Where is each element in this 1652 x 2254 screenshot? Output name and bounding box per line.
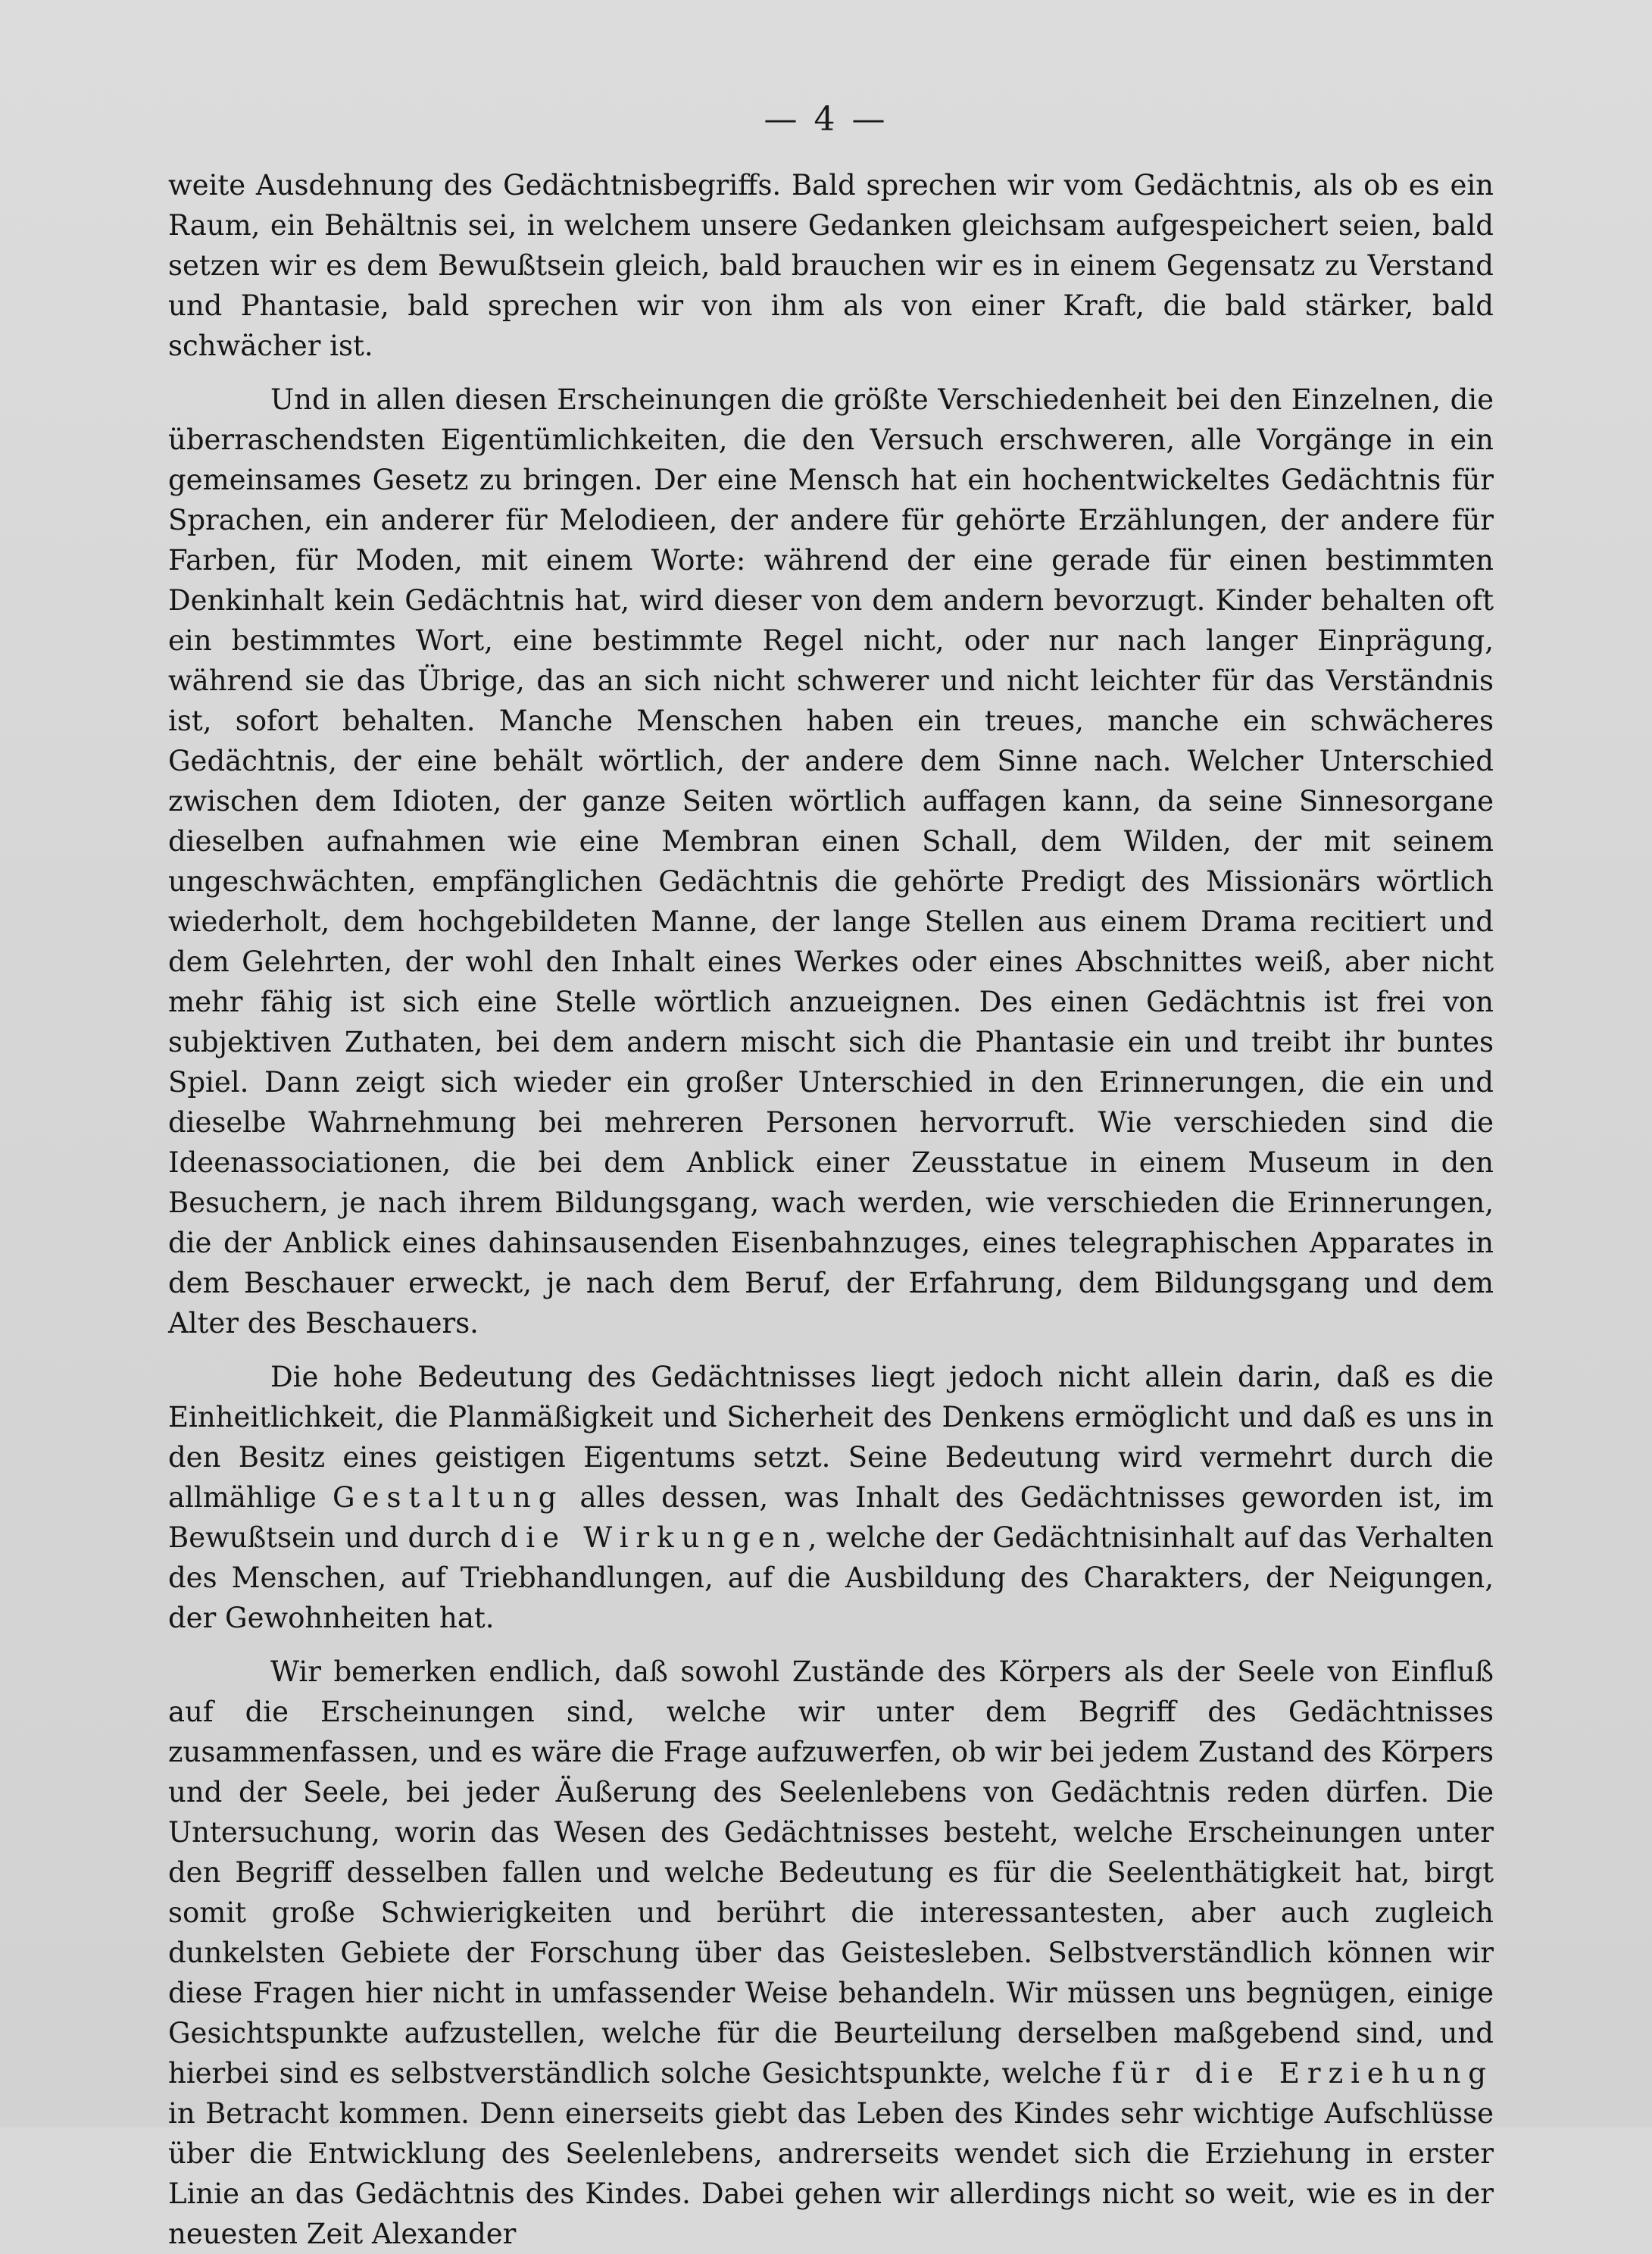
paragraph-2: Und in allen diesen Erscheinungen die größte Verschiedenheit bei den Einzelnen, die überraschendsten Eigentümlichkeiten, die den Versuch erschweren, alle Vorgänge in ein gemeinsames Gesetz zu bringen. Der eine Mensch hat ein hochentwickeltes Gedächtnis für Sprachen, ein anderer für Melodieen, der andere für gehörte Erzählungen, der andere für Farben, für Moden, mit einem Worte: während der eine gerade für einen bestimmten Denkinhalt kein Gedächtnis hat, wird dieser von dem andern bevorzugt. Kinder behalten oft ein bestimmtes Wort, eine bestimmte Regel nicht, oder nur nach langer Einprägung, während sie das Übrige, das an sich nicht schwerer und nicht leichter für das Verständnis ist, sofort behalten. Manche Menschen haben ein treues, manche ein schwächeres Gedächtnis, der eine behält wörtlich, der andere dem Sinne nach. Welcher Unterschied zwischen dem Idioten, der ganze Seiten wörtlich auffagen kann, da seine Sinnesorgane dieselben aufnahmen wie eine Membran einen Schall, dem Wilden, der mit seinem ungeschwächten, empfänglichen Gedächtnis die gehörte Predigt des Missionärs wörtlich wiederholt, dem hochgebildeten Manne, der lange Stellen aus einem Drama recitiert und dem Gelehrten, der wohl den Inhalt eines Werkes oder eines Abschnittes weiß, aber nicht mehr fähig ist sich eine Stelle wörtlich anzueignen. Des einen Gedächtnis ist frei von subjektiven Zuthaten, bei dem andern mischt sich die Phantasie ein und treibt ihr buntes Spiel. Dann zeigt sich wieder ein großer Unterschied in den Erinnerungen, die ein und dieselbe Wahrnehmung bei mehreren Personen hervorruft. Wie verschieden sind die Ideenassociationen, die bei dem Anblick einer Zeusstatue in einem Museum in den Besuchern, je nach ihrem Bildungsgang, wach werden, wie verschieden die Erinnerungen, die der Anblick eines dahinsausenden Eisenbahnzuges, eines telegraphischen Apparates in dem Beschauer erweckt, je nach dem Beruf, der Erfahrung, dem Bildungsgang und dem Alter des Beschauers. (168, 383, 1494, 1340)
paragraph-1: weite Ausdehnung des Gedächtnisbegriffs. Bald sprechen wir vom Gedächtnis, als ob es ein Raum, ein Behältnis sei, in welchem unsere Gedanken gleichsam aufgespeichert seien, bald setzen wir es dem Bewußtsein gleich, bald brauchen wir es in einem Gegensatz zu Verstand und Phantasie, bald sprechen wir von ihm als von einer Kraft, die bald stärker, bald schwächer ist. (168, 169, 1494, 362)
paragraph-3-text-before: Die hohe Bedeutung des Gedächtnisses liegt jedoch nicht allein darin, daß es die Einheitlichkeit, die Planmäßigkeit und Sicherheit des Denkens ermöglicht und daß es uns in den Besitz eines geistigen Eigentums setzt. Seine Bedeutung wird vermehrt durch die allmählige (168, 1361, 1494, 1514)
paragraph-4 (168, 1652, 1494, 2254)
paragraph-4-text-before: Wir bemerken endlich, daß sowohl Zustände des Körpers als der Seele von Einfluß auf die Erscheinungen sind, welche wir unter dem Begriff des Gedächtnisses zusammenfassen, und es wäre die Frage aufzuwerfen, ob wir bei jedem Zustand des Körpers und der Seele, bei jeder Äußerung des Seelenlebens von Gedächtnis reden dürfen. Die Untersuchung, worin das Wesen des Gedächtnisses besteht, welche Erscheinungen unter den Begriff desselben fallen und welche Bedeutung es für die Seelenthätigkeit hat, birgt somit große Schwierigkeiten und berührt die interessantesten, aber auch zugleich dunkelsten Gebiete der Forschung über das Geistesleben. Selbstverständlich können wir diese Fragen hier nicht in umfassender Weise behandeln. Wir müssen uns begnügen, einige Gesichtspunkte aufzustellen, welche für die Beurteilung derselben maßgebend sind, und hierbei sind es selbstverständlich solche Gesichtspunkte, welche (168, 1655, 1494, 2090)
page-number: — 4 — (764, 100, 888, 139)
body-text (168, 165, 1494, 2254)
paragraph-4-text-after: in Betracht kommen. Denn einerseits giebt das Leben des Kindes sehr wichtige Aufschlüsse über die Entwicklung des Seelenlebens, andrerseits wendet sich die Erziehung in erster Linie an das Gedächtnis des Kindes. Dabei gehen wir allerdings nicht so weit, wie es in der neuesten Zeit Alexander (168, 2097, 1494, 2250)
paragraph-3-spaced-wirkungen: die Wirkungen (500, 1521, 808, 1554)
paragraph-4-spaced-erziehung: für die Erziehung (1112, 2057, 1494, 2090)
paragraph-3 (168, 1357, 1494, 1638)
paragraph-3-text-after: , welche der Gedächtnisinhalt auf das Verhalten des Menschen, auf Triebhandlungen, auf die Ausbildung des Charakters, der Neigungen, der Gewohnheiten hat. (168, 1521, 1494, 1634)
paragraph-3-text-middle: alles dessen, was Inhalt des Gedächtnisses geworden ist, im Bewußtsein und durch (168, 1481, 1494, 1554)
paragraph-3-spaced-gestaltung: Gestaltung (333, 1481, 564, 1514)
